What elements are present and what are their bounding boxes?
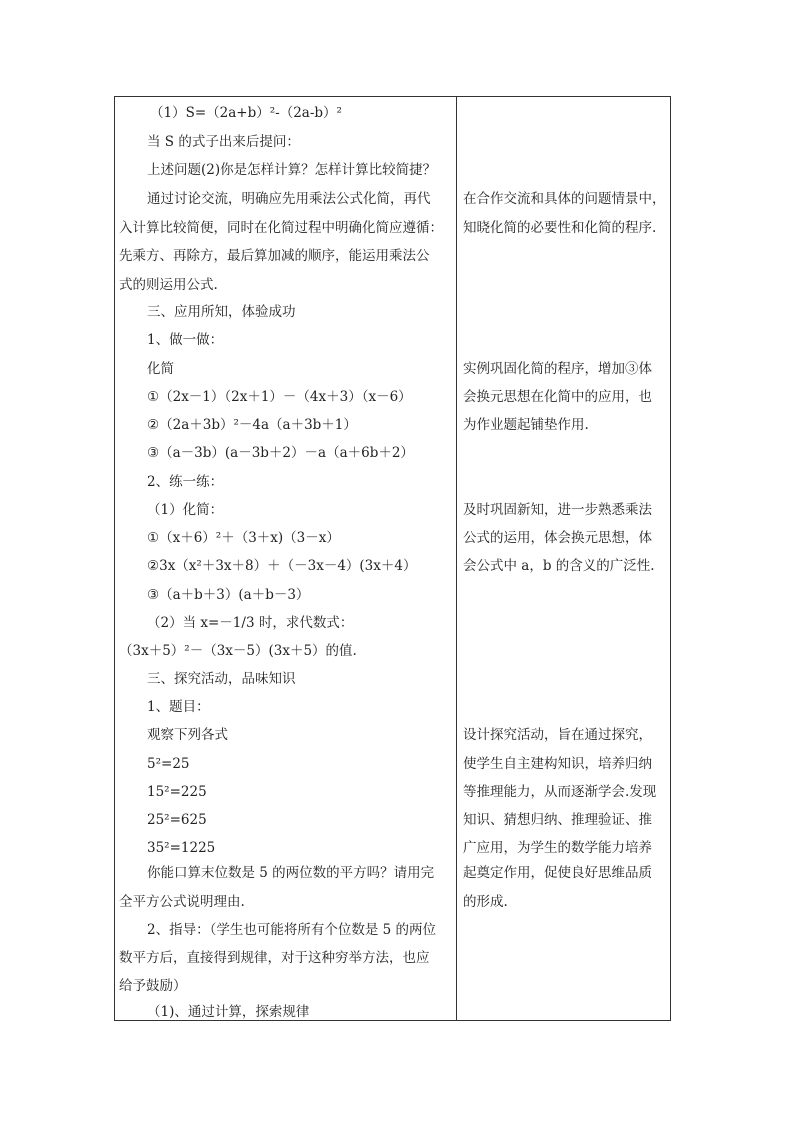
left-line-31: 数平方后，直接得到规律，对于这种穷举方法，也应 (119, 950, 430, 966)
left-line-20: （3x＋5）²－（3x－5）(3x＋5）的值. (119, 643, 357, 659)
right-line-5: 为作业题起铺垫作用. (463, 417, 589, 433)
left-line-2: 当 S 的式子出来后提问： (147, 134, 300, 150)
left-line-8: 三、应用所知，体验成功 (147, 304, 296, 320)
left-line-26: 25²=625 (147, 812, 207, 828)
left-line-19: （2）当 x=－1/3 时，求代数式： (147, 615, 354, 631)
right-line-8: 会公式中 a，b 的含义的广泛性. (463, 558, 655, 574)
lesson-table (114, 96, 671, 1021)
right-line-13: 广应用，为学生的数学能力培养 (463, 840, 652, 856)
left-line-9: 1、做一做： (147, 332, 224, 348)
left-line-32: 给予鼓励） (119, 978, 187, 994)
left-line-29: 全平方公式说明理由. (119, 894, 245, 910)
right-line-10: 使学生自主建构知识，培养归纳 (463, 756, 652, 772)
right-line-14: 起奠定作用，促使良好思维品质 (463, 865, 652, 881)
left-line-21: 三、探究活动，品味知识 (147, 671, 296, 687)
left-line-22: 1、题目： (147, 699, 210, 715)
right-line-4: 会换元思想在化简中的应用，也 (463, 389, 652, 405)
left-line-30: 2、指导：（学生也可能将所有个位数是 5 的两位 (147, 922, 437, 938)
right-line-1: 在合作交流和具体的问题情景中， (463, 191, 666, 207)
left-line-18: ③（a＋b＋3）(a＋b－3） (147, 587, 310, 603)
left-line-23: 观察下列各式 (147, 727, 228, 743)
right-line-9: 设计探究活动，旨在通过探究， (463, 727, 652, 743)
left-line-28: 你能口算末位数是 5 的两位数的平方吗？请用完 (147, 865, 435, 881)
right-line-6: 及时巩固新知，进一步熟悉乘法 (463, 502, 652, 518)
right-line-3: 实例巩固化简的程序，增加③体 (463, 361, 652, 377)
right-line-12: 知识、猜想归纳、推理验证、推 (463, 812, 652, 828)
left-line-16: ①（x＋6）²＋（3＋x)（3－x） (147, 530, 340, 546)
left-line-33: （1)、通过计算，探索规律 (147, 1004, 310, 1020)
left-line-14: 2、练一练： (147, 474, 224, 490)
right-line-2: 知晓化简的必要性和化简的程序. (463, 220, 657, 236)
left-line-27: 35²=1225 (147, 840, 216, 856)
left-line-3: 上述问题(2)你是怎样计算？怎样计算比较简捷？ (147, 162, 437, 178)
left-line-15: （1）化简： (147, 502, 224, 518)
left-line-1: （1）S=（2a+b）²-（2a-b）² (150, 105, 342, 121)
left-line-7: 式的则运用公式. (119, 277, 218, 293)
right-line-15: 的形成. (463, 894, 508, 910)
left-line-11: ①（2x－1）（2x＋1）－（4x＋3）（x－6） (147, 389, 412, 405)
right-line-11: 等推理能力，从而逐渐学会.发现 (463, 784, 657, 800)
left-line-6: 先乘方、再除方，最后算加减的顺序，能运用乘法公 (119, 248, 430, 264)
column-divider (456, 97, 457, 1020)
left-line-10: 化简 (147, 361, 174, 377)
right-line-7: 公式的运用，体会换元思想，体 (463, 530, 652, 546)
left-line-4: 通过讨论交流，明确应先用乘法公式化简，再代 (147, 191, 431, 207)
left-line-17: ②3x（x²＋3x＋8）＋（－3x－4）(3x＋4） (147, 558, 417, 574)
left-line-24: 5²=25 (147, 756, 190, 772)
left-line-13: ③（a－3b）(a－3b＋2）－a（a＋6b＋2） (147, 445, 414, 461)
left-line-5: 入计算比较简便，同时在化简过程中明确化简应遵循： (119, 220, 443, 236)
left-line-12: ②（2a＋3b）²－4a（a＋3b＋1） (147, 417, 357, 433)
left-line-25: 15²=225 (147, 784, 207, 800)
